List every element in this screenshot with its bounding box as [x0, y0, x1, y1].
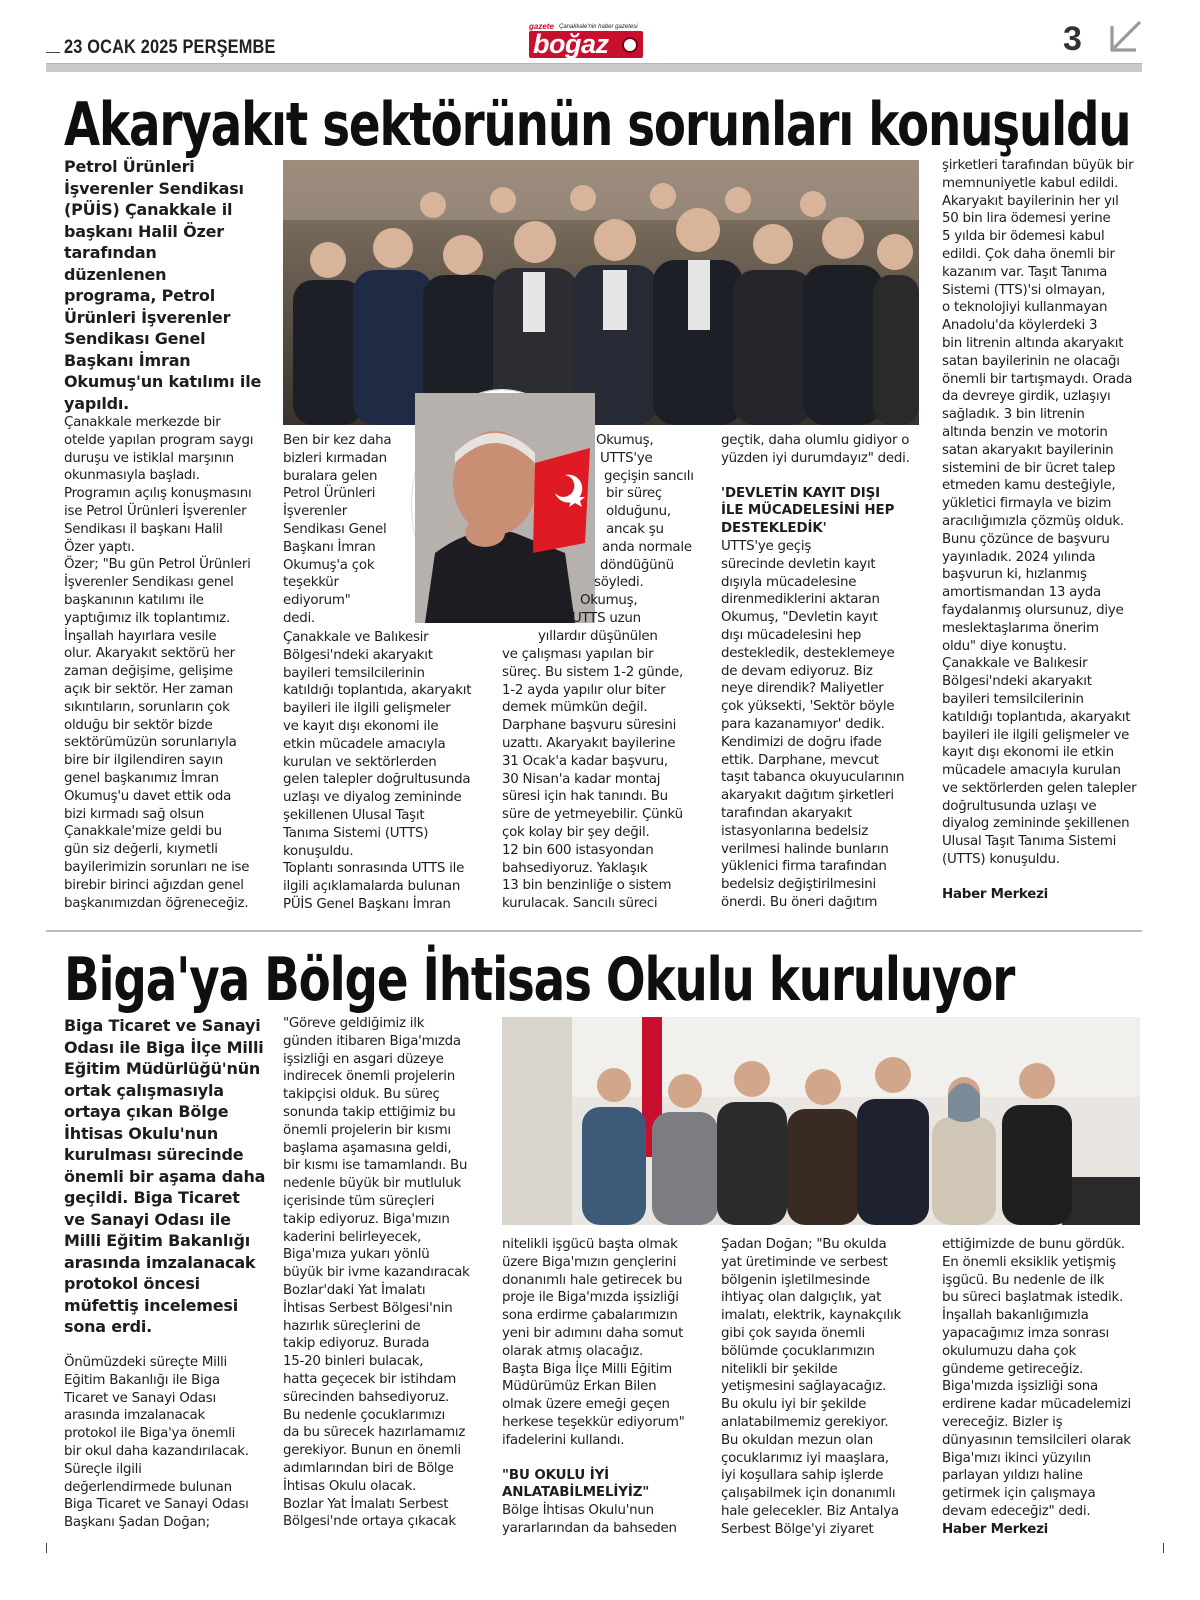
issue-date: 23 OCAK 2025 PERŞEMBE — [64, 37, 276, 58]
article-1-column-4 — [721, 432, 931, 912]
lead-line: programa, Petrol — [64, 286, 215, 305]
text-line: Biga'mızda işsizliği sona — [942, 1379, 1099, 1395]
text-line: amortismandan 13 ayda — [942, 585, 1101, 601]
text-line: bire bir ilgilendiren sayın — [64, 753, 223, 769]
text-line: büyük bir ivme kazandıracak — [283, 1265, 470, 1281]
page-number: 3 — [1063, 20, 1082, 58]
text-line: proje ile Biga'mızda işsizliği — [502, 1290, 679, 1306]
text-line: 30 Nisan'a kadar montaj — [502, 771, 661, 787]
text-line: anda normale — [602, 539, 692, 555]
text-line: "Göreve geldiğimiz ilk — [283, 1016, 425, 1031]
text-line: katıldığı toplantıda, akaryakıt — [942, 709, 1131, 725]
text-line: Süreçle ilgili — [64, 1461, 142, 1477]
text-line: "UTTS uzun — [566, 610, 641, 626]
text-line: Okumuş, — [580, 593, 638, 609]
text-line: Sistemi (TTS)'si olmayan, — [942, 282, 1106, 298]
text-line: etmeden kamu desteğiyle, — [942, 478, 1116, 494]
text-line: Bu okuldan mezun olan — [721, 1432, 874, 1448]
subhead-line: "BU OKULU İYİ — [502, 1467, 610, 1483]
article-2-photo — [502, 1017, 1140, 1225]
text-line: Okumuş, — [596, 433, 654, 448]
text-line: kaderini belirleyecek, — [283, 1229, 422, 1245]
text-line: yükletici firmayla ve bizim — [942, 496, 1112, 512]
text-line: birebir birinci ağızdan genel — [64, 877, 244, 893]
text-line: genel başkanımız İmran — [64, 770, 219, 786]
spacer — [721, 468, 931, 485]
text-line: oldu" diye konuştu. — [942, 638, 1067, 654]
text-line: erdirene kadar mücadelemizi — [942, 1397, 1131, 1413]
text-line: sistemini de bir ücret talep — [942, 460, 1116, 476]
text-line: işsizliği en asgari düzeye — [283, 1051, 444, 1067]
text-line: Okumuş'u davet ettik oda — [64, 788, 232, 804]
article-1-lead — [64, 156, 264, 414]
lead-line: İhtisas Okulu'nun — [64, 1123, 219, 1143]
text-line: bölgenin işletilmesinde — [721, 1272, 870, 1288]
lead-line: ve Sanayi Odası ile — [64, 1209, 231, 1229]
text-line: 1-2 ayda yapılır olur biter — [502, 682, 666, 698]
article-2-byline: Haber Merkezi — [942, 1521, 1048, 1537]
text-line: Bu okulu iyi bir şekilde — [721, 1397, 867, 1413]
text-line: Biga'mızı ikinci yüzyılın — [942, 1450, 1091, 1466]
text-line: geçişin sancılı — [604, 468, 694, 484]
text-line: sektörümüzün sorunlarıyla — [64, 735, 237, 751]
text-line: süreç. Bu sistem 1-2 günde, — [502, 664, 684, 680]
lead-line: Milli Eğitim Bakanlığı — [64, 1231, 250, 1250]
text-line: buralara gelen — [283, 468, 378, 484]
text-line: İşverenler Sendikası genel — [64, 575, 234, 591]
text-line: UTTS'ye — [600, 450, 653, 466]
lead-line: sona erdi. — [64, 1317, 153, 1336]
text-line: En önemli eksiklik yetişmiş — [942, 1254, 1116, 1270]
text-line: Bölgesi'ndeki akaryakıt — [942, 674, 1092, 690]
article-2-headline: Biga'ya Bölge İhtisas Okulu kuruluyor — [64, 945, 1015, 1015]
subhead-line: 'DEVLETİN KAYIT DIŞI — [721, 485, 881, 501]
text-line: vereceğiz. Bizler iş — [942, 1414, 1063, 1430]
text-line: sıkıntıların, sorunların çok — [64, 699, 230, 715]
text-line: takip ediyoruz. Biga'mızın — [283, 1211, 450, 1227]
text-line: indirecek önemli projelerin — [283, 1069, 455, 1085]
text-line: süre de yetmeyebilir. Çünkü — [502, 807, 683, 823]
lead-line: tarafından düzenlenen — [64, 243, 167, 284]
article-1-photo — [283, 160, 919, 425]
text-line: Çanakkale ve Balıkesir — [283, 630, 429, 645]
text-line: Biga Ticaret ve Sanayi Odası — [64, 1497, 249, 1513]
text-line: kurulan ve sektörlerden — [283, 754, 437, 770]
text-line: yararlarından da bahseden — [502, 1520, 677, 1536]
text-line: 13 bin benzinliğe o sistem — [502, 878, 672, 894]
text-line: etkin mücadele amacıyla — [283, 736, 446, 752]
text-line: yaptığımız ilk toplantımız. — [64, 610, 230, 626]
text-line: mücadele amacıyla kurulan — [942, 763, 1121, 779]
article-1-column-3-top — [538, 432, 700, 646]
text-line: gibi çok sayıda önemli — [721, 1325, 865, 1341]
text-line: 12 bin 600 istasyondan — [502, 842, 654, 858]
text-line: içerisinde tüm süreçleri — [283, 1193, 435, 1209]
lead-line: protokol öncesi — [64, 1274, 200, 1293]
text-line: meslektaşlarıma önerim — [942, 620, 1099, 636]
lead-line: arasında imzalanacak — [64, 1252, 256, 1272]
text-line: (UTTS) konuşuldu. — [942, 852, 1060, 868]
text-line: de devam ediyoruz. Biz — [721, 663, 873, 679]
lead-line: müfettiş incelemesi — [64, 1295, 239, 1315]
text-line: Ticaret ve Sanayi Odası — [64, 1390, 216, 1406]
text-line: istasyonlarına bedelsiz — [721, 823, 869, 839]
text-line: okulumuzu daha çok — [942, 1343, 1076, 1359]
spacer — [942, 869, 1147, 886]
article-1-column-5 — [942, 157, 1147, 904]
text-line: Bozlar Yat İmalatı Serbest — [283, 1496, 449, 1512]
text-line: PÜİS Genel Başkanı İmran — [283, 896, 451, 912]
text-line: çocuklarımız iyi maaşlara, — [721, 1450, 889, 1466]
lead-line: Ürünleri İşverenler — [64, 307, 231, 327]
text-line: destekledik, desteklemeye — [721, 645, 895, 661]
text-line: konuşuldu. — [283, 843, 354, 859]
text-line: duruşu ve istiklal marşının — [64, 450, 234, 466]
text-line: Serbest Bölge'yi ziyaret — [721, 1521, 874, 1537]
text-line: Bozlar'daki Yat İmalatı — [283, 1282, 426, 1298]
text-line: Şadan Doğan; "Bu okulda — [721, 1237, 887, 1252]
text-line: teşekkür ediyorum" — [283, 575, 351, 609]
text-line: o teknolojiyi kullanmayan — [942, 300, 1108, 316]
text-line: 15-20 binleri bulacak, — [283, 1354, 424, 1370]
text-line: Başkanı Şadan Doğan; — [64, 1515, 210, 1531]
text-line: Okumuş, "Devletin kayıt — [721, 610, 878, 626]
logo-tagline: Çanakkale'nin haber gazetesi — [559, 24, 638, 30]
text-line: protokol ile Biga'ya önemli — [64, 1426, 236, 1442]
text-line: başkanının katılımı ile — [64, 592, 204, 608]
text-line: bahsediyoruz. Yaklaşık — [502, 860, 648, 876]
article-1-headline: Akaryakıt sektörünün sorunları konuşuldu — [64, 90, 1131, 160]
lead-line: geçildi. Biga Ticaret — [64, 1188, 240, 1207]
article-2-subheading — [502, 1467, 712, 1503]
lead-line: kurulması sürecinde — [64, 1145, 244, 1164]
text-line: bayileri ile ilgili gelişmeler — [283, 701, 451, 717]
text-line: başlama aşamasına geldi, — [283, 1140, 452, 1156]
text-line: açık bir sektör. Her zaman — [64, 681, 234, 697]
text-line: da devreye girdik, uzlaşıyı — [942, 389, 1111, 405]
text-line: üzere Biga'mızın gençlerini — [502, 1254, 677, 1270]
article-2-column-1 — [64, 1354, 274, 1532]
subhead-line: ANLATABİLMELİYİZ" — [502, 1485, 650, 1501]
text-line: çalışabilmek için donanımlı — [721, 1486, 896, 1502]
text-line: otelde yapılan program saygı — [64, 432, 254, 448]
article-2-column-4 — [721, 1236, 931, 1539]
text-line: ve çalışması yapılan bir — [502, 647, 654, 662]
text-line: hale gelecekler. Biz Antalya — [721, 1503, 899, 1519]
article-2-lead — [64, 1015, 274, 1338]
text-line: satan bayilerinin ne olacağı — [942, 353, 1120, 369]
text-line: Bölgesi'ndeki akaryakıt — [283, 647, 433, 663]
lead-line: İşverenler Sendikası — [64, 178, 244, 198]
article-1-subheading — [721, 485, 931, 538]
text-line: dedi. — [283, 610, 315, 626]
text-line: bayileri ile ilgili gelişmeler ve — [942, 727, 1130, 743]
header-bar — [46, 63, 1142, 72]
text-line: nedenle büyük bir mutluluk — [283, 1176, 462, 1192]
text-line: Çanakkale ve Balıkesir — [942, 656, 1088, 672]
text-line: önerdi. Bu öneri dağıtım — [721, 894, 878, 910]
text-line: anlatabilmemiz gerekiyor. — [721, 1414, 889, 1430]
text-line: yüklenici firma tarafından — [721, 859, 887, 875]
text-line: önemli bir tartışmaydı. Orada — [942, 371, 1133, 387]
text-line: bu süreci başlatmak istedik. — [942, 1290, 1124, 1306]
text-line: Önümüzdeki süreçte Milli — [64, 1355, 227, 1370]
text-line: doğrultusunda uzlaşı ve — [942, 798, 1097, 814]
text-line: başvurun ki, hızlanmış — [942, 567, 1087, 583]
text-line: şirketleri tarafından büyük bir — [942, 158, 1134, 173]
text-line: uzlaşı ve diyalog zemininde — [283, 790, 462, 806]
text-line: olduğu bir sektör bizde — [64, 717, 213, 733]
subhead-line: DESTEKLEDİK' — [721, 521, 827, 537]
text-line: kurulacak. Sancılı süreci — [502, 896, 658, 912]
lead-line: Okumuş'un katılımı ile — [64, 372, 262, 391]
text-line: bedelsiz değiştirilmesini — [721, 877, 876, 893]
text-line: sonunda takip ettiğimiz bu — [283, 1104, 456, 1120]
text-line: bayileri temsilcilerinin — [942, 691, 1084, 707]
spacer — [502, 1450, 712, 1467]
text-line: yüzden iyi durumdayız" dedi. — [721, 450, 910, 466]
text-line: direnmediklerini aktaran — [721, 592, 880, 608]
text-line: akaryakıt dağıtım şirketleri — [721, 788, 894, 804]
text-line: İnşallah hayırlara vesile — [64, 628, 217, 644]
text-line: verilmesi halinde bunların — [721, 841, 889, 857]
crop-mark — [46, 1543, 60, 1553]
text-line: yat üretiminde ve serbest — [721, 1254, 888, 1270]
text-line: ancak şu — [606, 521, 664, 537]
text-line: 5 yılda bir ödemesi kabul — [942, 229, 1105, 245]
text-line: Biga'mıza yukarı yönlü — [283, 1247, 430, 1263]
text-line: Başta Biga İlçe Milli Eğitim — [502, 1361, 672, 1377]
text-line: sağladık. 3 bin litrenin — [942, 407, 1085, 423]
article-2-column-5 — [942, 1236, 1147, 1539]
text-line: değerlendirmede bulunan — [64, 1479, 232, 1495]
text-line: faydalanmış olursunuz, diye — [942, 602, 1124, 618]
text-line: uzattı. Akaryakıt bayilerine — [502, 735, 676, 751]
text-line: Kendimizi de doğru ifade — [721, 734, 882, 750]
text-line: olduğunu, — [606, 504, 671, 520]
text-line: Bölgesi'nde ortaya çıkacak — [283, 1514, 456, 1530]
text-line: yetişmesini sağlayacağız. — [721, 1379, 887, 1395]
text-line: donanımlı hale getirecek bu — [502, 1272, 683, 1288]
text-line: gerekiyor. Bunun en önemli — [283, 1443, 461, 1459]
text-line: İnşallah bakanlığımızla — [942, 1308, 1089, 1324]
text-line: Bunu çözünce de başvuru — [942, 531, 1110, 547]
lead-line: önemli bir aşama daha — [64, 1166, 266, 1186]
text-line: bir süreç — [606, 486, 663, 502]
text-line: Ulusal Taşıt Tanıma Sistemi — [942, 834, 1117, 850]
text-line: çok yüksekti, 'Sektör böyle — [721, 699, 895, 715]
text-line: katıldığı toplantıda, akaryakıt — [283, 683, 472, 699]
text-line: İşverenler — [283, 504, 347, 520]
text-line: adımlarından biri de Bölge — [283, 1460, 454, 1476]
text-line: bin litrenin altında akaryakıt — [942, 335, 1124, 351]
text-line: yıllardır düşünülen — [538, 628, 658, 644]
text-line: yapacağımız imza sonrası — [942, 1325, 1109, 1341]
text-line: bizleri kırmadan — [283, 450, 387, 466]
lead-line: başkanı Halil Özer — [64, 221, 224, 241]
text-line: olur. Akaryakıt sektörü her — [64, 646, 235, 662]
logo-word: boğaz — [533, 29, 609, 59]
text-line: da bu sürecek hazırlamamız — [283, 1425, 466, 1441]
text-line: bir kısmı ise tamamlandı. Bu — [283, 1158, 468, 1174]
text-line: ve sektörlerden gelen talepler — [942, 780, 1137, 796]
lead-line: ortak çalışmasıyla — [64, 1080, 224, 1100]
text-line: söyledi. — [594, 575, 644, 591]
text-line: taşıt tabanca okuyucularının — [721, 770, 905, 786]
text-line: çok kolay bir şey değil. — [502, 824, 650, 840]
text-line: iyi koşullara sahip işlerde — [721, 1468, 884, 1484]
text-line: başkanımızdan öğreneceğiz. — [64, 895, 249, 911]
text-line: ise Petrol Ürünleri İşverenler — [64, 503, 247, 519]
lead-line: Petrol Ürünleri — [64, 157, 195, 176]
lead-line: (PÜİS) Çanakkale il — [64, 200, 233, 219]
text-line: gün siz değerli, kıymetli — [64, 842, 218, 858]
lead-line: ortaya çıkan Bölge — [64, 1102, 229, 1121]
text-line: Çanakkale'mize geldi bu — [64, 824, 222, 840]
text-line: hatta geçecek bir istihdam — [283, 1371, 456, 1387]
text-line: ihtiyaç olan dalgıçlık, yat — [721, 1290, 882, 1306]
text-line: ettiğimizde de bunu gördük. — [942, 1237, 1125, 1252]
subhead-line: İLE MÜCADELESİNİ HEP — [721, 503, 895, 519]
article-1-column-2-top — [283, 432, 403, 628]
text-line: bizi kırmadı sağ olsun — [64, 806, 204, 822]
text-line: bayileri temsilcilerinin — [283, 665, 425, 681]
text-line: şekillenen Ulusal Taşıt — [283, 807, 425, 823]
article-1-column-1 — [64, 414, 272, 912]
text-line: para kazanamıyor' dedik. — [721, 716, 885, 732]
text-line: memnuniyetle kabul edildi. — [942, 175, 1118, 191]
text-line: yeni bir adımını daha somut — [502, 1325, 684, 1341]
text-line: hazırlık süreçlerini de — [283, 1318, 421, 1334]
text-line: Programın açılış konuşmasını — [64, 486, 252, 502]
logo-emblem-icon — [622, 37, 638, 53]
text-line: Ben bir kez daha — [283, 433, 392, 448]
text-line: Sendikası Genel — [283, 521, 387, 537]
text-line: Sendikası il başkanı Halil — [64, 521, 223, 537]
text-line: nitelikli bir şekilde — [721, 1361, 838, 1377]
text-line: Eğitim Bakanlığı ile Biga — [64, 1372, 220, 1388]
article-divider — [46, 930, 1142, 932]
text-line: Özer; "Bu gün Petrol Ürünleri — [64, 557, 251, 573]
text-line: sürecinde devletin kayıt — [721, 556, 876, 572]
newspaper-logo — [529, 22, 643, 58]
text-line: Okumuş'a çok — [283, 557, 375, 573]
text-line: gündeme getireceğiz. — [942, 1361, 1084, 1377]
text-line: Çanakkale merkezde bir — [64, 415, 221, 430]
text-line: sürecinden bahsediyoruz. — [283, 1389, 449, 1405]
text-line: bölümde çocuklarımızın — [721, 1343, 875, 1359]
lead-line: yapıldı. — [64, 393, 130, 413]
text-line: neye direndik? Maliyetler — [721, 681, 884, 697]
text-line: ettik. Darphane, mevcut — [721, 752, 879, 768]
text-line: tarafından akaryakıt — [721, 805, 852, 821]
text-line: Başkanı İmran — [283, 539, 376, 555]
text-line: Özer yaptı. — [64, 539, 135, 555]
text-line: dışıyla mücadelesine — [721, 574, 857, 590]
text-line: sona erdirme çabalarımızın — [502, 1308, 678, 1324]
text-line: Toplantı sonrasında UTTS ile — [283, 861, 465, 877]
text-line: edildi. Çok daha önemli bir — [942, 246, 1115, 262]
text-line: takip ediyoruz. Burada — [283, 1336, 430, 1352]
text-line: kayıt dışı ekonomi ile etkin — [942, 745, 1114, 761]
text-line: önemli projelerin bir kısmı — [283, 1122, 451, 1138]
logo-small-word: gazete — [529, 22, 554, 31]
text-line: bir okul daha kazandırılacak. — [64, 1443, 249, 1459]
text-line: Darphane başvuru süresini — [502, 718, 677, 734]
text-line: aracılığımızla çözmüş olduk. — [942, 513, 1124, 529]
text-line: ve kayıt dışı ekonomi ile — [283, 718, 439, 734]
article-1-column-3 — [502, 646, 712, 913]
text-line: işgücü. Bu nedenle de ilk — [942, 1272, 1105, 1288]
text-line: herkese teşekkür ediyorum" — [502, 1414, 685, 1430]
text-line: Müdürümüz Erkan Bilen — [502, 1379, 657, 1395]
text-line: takipçisi olduk. Bu süreç — [283, 1087, 440, 1103]
text-line: gelen talepler doğrultusunda — [283, 772, 471, 788]
text-line: Bu nedenle çocuklarımızı — [283, 1407, 445, 1423]
text-line: okunmasıyla başladı. — [64, 468, 200, 484]
text-line: devam edeceğiz" dedi. — [942, 1503, 1091, 1519]
lead-line: Biga Ticaret ve Sanayi — [64, 1016, 261, 1035]
text-line: zaman değişime, gelişime — [64, 664, 233, 680]
corner-arrow-icon — [1106, 18, 1144, 56]
text-line: ilgili açıklamalarda bulunan — [283, 879, 461, 895]
text-line: imalatı, elektrik, kaynakçılık — [721, 1308, 901, 1324]
text-line: Tanıma Sistemi (UTTS) — [283, 825, 429, 841]
text-line: olarak atmış olacağız. — [502, 1343, 643, 1359]
text-line: Petrol Ürünleri — [283, 486, 376, 502]
text-line: Akaryakıt bayilerinin her yıl — [942, 193, 1119, 209]
crop-mark — [1150, 1543, 1164, 1553]
text-line: günden itibaren Biga'mızda — [283, 1033, 461, 1049]
text-line: getirmek için çalışmaya — [942, 1486, 1096, 1502]
text-line: olmak üzere emeği geçen — [502, 1397, 670, 1413]
article-1-column-2 — [283, 629, 493, 914]
text-line: kazanım var. Taşıt Tanıma — [942, 264, 1108, 280]
lead-line: Başkanı İmran — [64, 350, 191, 370]
text-line: Bölge İhtisas Okulu'nun — [502, 1503, 654, 1519]
text-line: UTTS'ye geçiş — [721, 538, 812, 554]
text-line: İhtisas Okulu olacak. — [283, 1478, 417, 1494]
text-line: altında benzin ve motorin — [942, 424, 1108, 440]
text-line: ifadelerini kullandı. — [502, 1432, 625, 1448]
text-line: 50 bin lira ödemesi yerine — [942, 211, 1111, 227]
text-line: geçtik, daha olumlu gidiyor o — [721, 433, 910, 448]
text-line: yayınladık. 2024 yılında — [942, 549, 1096, 565]
text-line: diyalog zemininde şekillenen — [942, 816, 1130, 832]
text-line: dışı mücadelesini hep — [721, 627, 862, 643]
text-line: satan akaryakıt bayilerinin — [942, 442, 1114, 458]
text-line: parlayan yıldızı haline — [942, 1468, 1083, 1484]
text-line: demek mümkün değil. — [502, 700, 648, 716]
lead-line: Eğitim Müdürlüğü'nün — [64, 1059, 261, 1078]
lead-line: Sendikası Genel — [64, 329, 206, 348]
article-2-column-2 — [283, 1015, 491, 1531]
text-line: arasında imzalanacak — [64, 1408, 206, 1424]
article-2-column-3 — [502, 1236, 712, 1538]
lead-line: Odası ile Biga İlçe Milli — [64, 1037, 264, 1057]
text-line: 31 Ocak'a kadar başvuru, — [502, 753, 668, 769]
article-1-byline: Haber Merkezi — [942, 886, 1048, 902]
text-line: İhtisas Serbest Bölgesi'nin — [283, 1300, 453, 1316]
text-line: nitelikli işgücü başta olmak — [502, 1237, 678, 1252]
text-line: süresi için hak tanındı. Bu — [502, 789, 668, 805]
text-line: Anadolu'da köylerdeki 3 — [942, 318, 1098, 334]
text-line: döndüğünü — [600, 557, 674, 573]
text-line: dünyasının temsilcileri olarak — [942, 1432, 1131, 1448]
text-line: bayilerimizin sorunları ne ise — [64, 859, 250, 875]
